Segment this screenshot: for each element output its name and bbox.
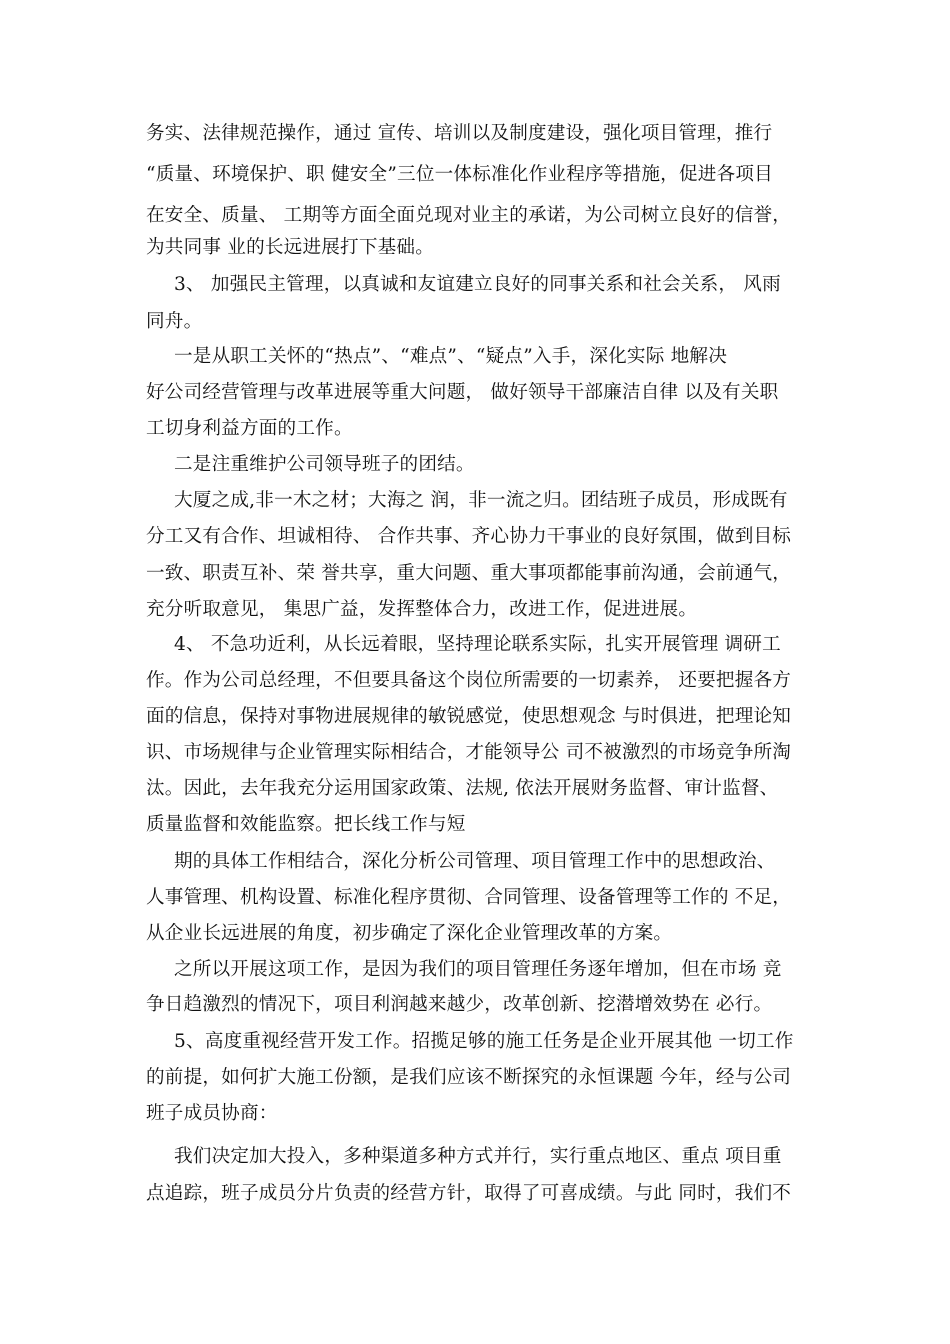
text-line: 期的具体工作相结合，深化分析公司管理、项目管理工作中的思想政治、: [174, 851, 776, 872]
text-line: 大厦之成,非一木之材；大海之 润，非一流之归。团结班子成员，形成既有: [174, 490, 788, 511]
text-line: 工切身利益方面的工作。: [146, 418, 353, 439]
text-line: 分工又有合作、坦诚相待、 合作共事、齐心协力干事业的良好氛围，做到目标: [146, 526, 792, 547]
text-line: 从企业长远进展的角度，初步确定了深化企业管理改革的方案。: [146, 923, 673, 944]
text-line: 质量监督和效能监察。把长线工作与短: [146, 814, 466, 835]
text-line: 在安全、质量、 工期等方面全面兑现对业主的承诺，为公司树立良好的信誉，: [146, 205, 792, 226]
text-line: 班子成员协商：: [146, 1103, 278, 1124]
text-line: 好公司经营管理与改革进展等重大问题， 做好领导干部廉洁自律 以及有关职: [146, 382, 779, 403]
text-line: 充分听取意见， 集思广益，发挥整体合力，改进工作，促进进展。: [146, 599, 698, 620]
text-line: 作。作为公司总经理，不但要具备这个岗位所需要的一切素养， 还要把握各方: [146, 670, 792, 691]
text-line: 识、市场规律与企业管理实际相结合，才能领导公 司不被激烈的市场竞争所淘: [146, 742, 792, 763]
text-line: 点追踪，班子成员分片负责的经营方针，取得了可喜成绩。与此 同时，我们不: [146, 1183, 792, 1204]
text-line: 为共同事 业的长远进展打下基础。: [146, 237, 435, 258]
text-line: 一致、职责互补、荣 誉共享，重大问题、重大事项都能事前沟通，会前通气，: [146, 563, 792, 584]
text-line: 4、 不急功近利，从长远着眼，坚持理论联系实际，扎实开展管理 调研工: [174, 634, 781, 655]
text-line: 3、 加强民主管理，以真诚和友谊建立良好的同事关系和社会关系， 风雨: [174, 274, 781, 295]
text-line: 二是注重维护公司领导班子的团结。: [174, 454, 475, 475]
text-line: 汰。因此，去年我充分运用国家政策、法规, 依法开展财务监督、审计监督、: [146, 778, 779, 799]
text-line: 的前提，如何扩大施工份额，是我们应该不断探究的永恒课题 今年，经与公司: [146, 1067, 792, 1088]
text-line: 争日趋激烈的情况下，项目利润越来越少，改革创新、挖潜增效势在 必行。: [146, 994, 773, 1015]
text-line: 务实、法律规范操作，通过 宣传、培训以及制度建设，强化项目管理，推行: [146, 123, 773, 144]
text-line: 一是从职工关怀的“热点”、“难点”、“疑点”入手，深化实际 地解决: [174, 346, 727, 367]
text-line: 同舟。: [146, 311, 203, 332]
text-line: 面的信息，保持对事物进展规律的敏锐感觉，使思想观念 与时俱进，把理论知: [146, 706, 792, 727]
text-line: 我们决定加大投入，多种渠道多种方式并行，实行重点地区、重点 项目重: [174, 1146, 782, 1167]
text-line: 5、高度重视经营开发工作。招揽足够的施工任务是企业开展其他 一切工作: [174, 1031, 794, 1052]
text-line: “质量、环境保护、职 健安全”三位一体标准化作业程序等措施，促进各项目: [146, 164, 773, 185]
text-line: 之所以开展这项工作，是因为我们的项目管理任务逐年增加，但在市场 竞: [174, 959, 782, 980]
text-line: 人事管理、机构设置、标准化程序贯彻、合同管理、设备管理等工作的 不足，: [146, 887, 792, 908]
